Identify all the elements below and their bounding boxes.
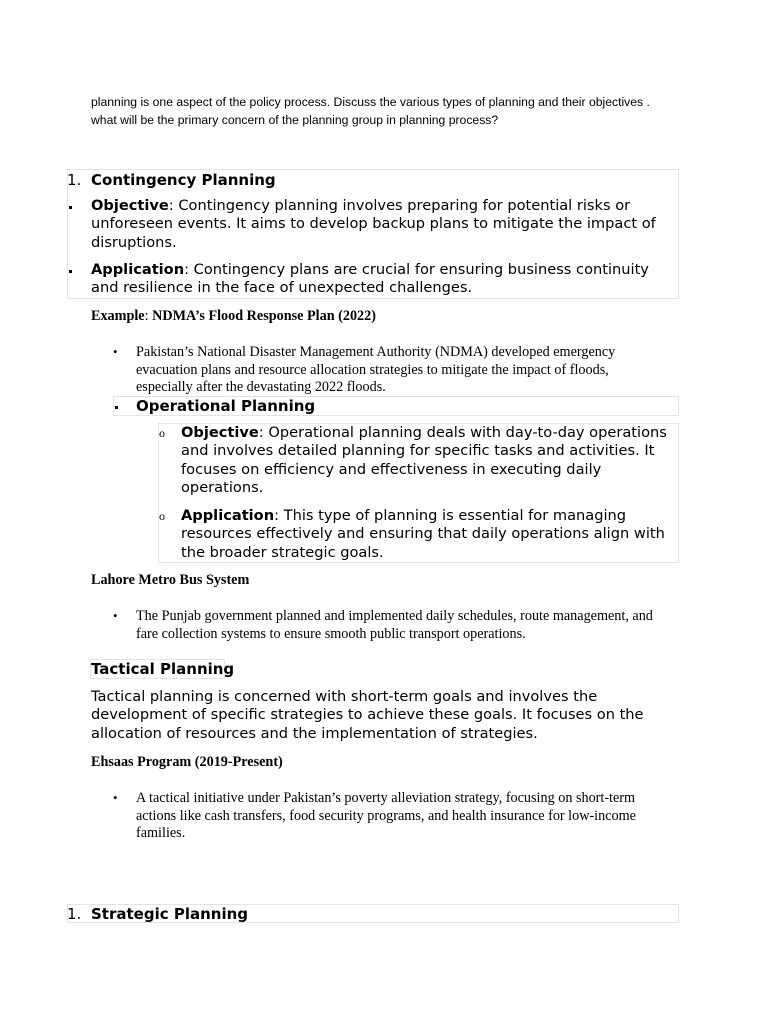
tactical-heading: Tactical Planning bbox=[91, 660, 235, 678]
objective-text: : Contingency planning involves preparing for potential risks or unforeseen events. It aims to develop backup plans to mitigate the impact of disruptions. bbox=[91, 197, 656, 251]
example-label: Example bbox=[91, 308, 145, 324]
dot-bullet-icon: • bbox=[113, 790, 118, 805]
metro-bullet-text: The Punjab government planned and implemented daily schedules, route management, and fare collection systems to ensure smooth public transport operations. bbox=[136, 608, 653, 642]
question-prompt bbox=[91, 93, 691, 129]
example-colon: : bbox=[144, 308, 153, 324]
contingency-heading: Contingency Planning bbox=[91, 171, 276, 189]
objective-text: : Operational planning deals with day-to-day operations and involves detailed planning for specific tasks and activities. It focuses on efficiency and effectiveness in executing daily operations. bbox=[181, 424, 667, 496]
contingency-application bbox=[91, 261, 679, 298]
list-number: 1. bbox=[67, 171, 82, 189]
strategic-heading: Strategic Planning bbox=[91, 905, 249, 923]
circle-bullet-icon: o bbox=[159, 426, 165, 440]
square-bullet-icon bbox=[69, 206, 72, 209]
ehsaas-bullet-text: A tactical initiative under Pakistan’s poverty alleviation strategy, focusing on short-term actions like cash transfers, food security programs, and health insurance for low-income families. bbox=[136, 790, 636, 841]
operational-application bbox=[181, 507, 677, 562]
example-ndma-title bbox=[91, 307, 376, 325]
contingency-objective bbox=[91, 197, 679, 252]
square-bullet-icon bbox=[69, 270, 72, 273]
dot-bullet-icon: • bbox=[113, 344, 118, 359]
application-label: Application bbox=[181, 507, 275, 524]
metro-title: Lahore Metro Bus System bbox=[91, 572, 250, 588]
ndma-bullet-text: Pakistan’s National Disaster Management Authority (NDMA) developed emergency evacuation plans and resource allocation strategies to mitigate the impact of floods, especially after the devastating 2022 floods. bbox=[136, 344, 616, 395]
list-number: 1. bbox=[67, 905, 82, 923]
square-bullet-icon bbox=[115, 406, 118, 409]
prompt-line-2: what will be the primary concern of the planning group in planning process? bbox=[91, 113, 499, 127]
ehsaas-title: Ehsaas Program (2019-Present) bbox=[91, 754, 283, 770]
objective-label: Objective bbox=[181, 424, 259, 441]
operational-objective bbox=[181, 424, 677, 497]
application-label: Application bbox=[91, 261, 185, 278]
operational-heading: Operational Planning bbox=[136, 397, 316, 415]
objective-label: Objective bbox=[91, 197, 169, 214]
tactical-text: Tactical planning is concerned with short-term goals and involves the development of specific strategies to achieve these goals. It focuses on the allocation of resources and the implementation of strategies. bbox=[91, 688, 644, 742]
application-text: : Contingency plans are crucial for ensuring business continuity and resilience in the face of unexpected challenges. bbox=[91, 261, 649, 297]
example-title: NDMA’s Flood Response Plan (2022) bbox=[152, 308, 376, 324]
prompt-line-1: planning is one aspect of the policy process. Discuss the various types of planning and their objectives . bbox=[91, 95, 650, 109]
application-text: : This type of planning is essential for managing resources effectively and ensuring that daily operations align with the broader strategic goals. bbox=[181, 507, 665, 561]
dot-bullet-icon: • bbox=[113, 608, 118, 623]
circle-bullet-icon: o bbox=[159, 509, 165, 523]
